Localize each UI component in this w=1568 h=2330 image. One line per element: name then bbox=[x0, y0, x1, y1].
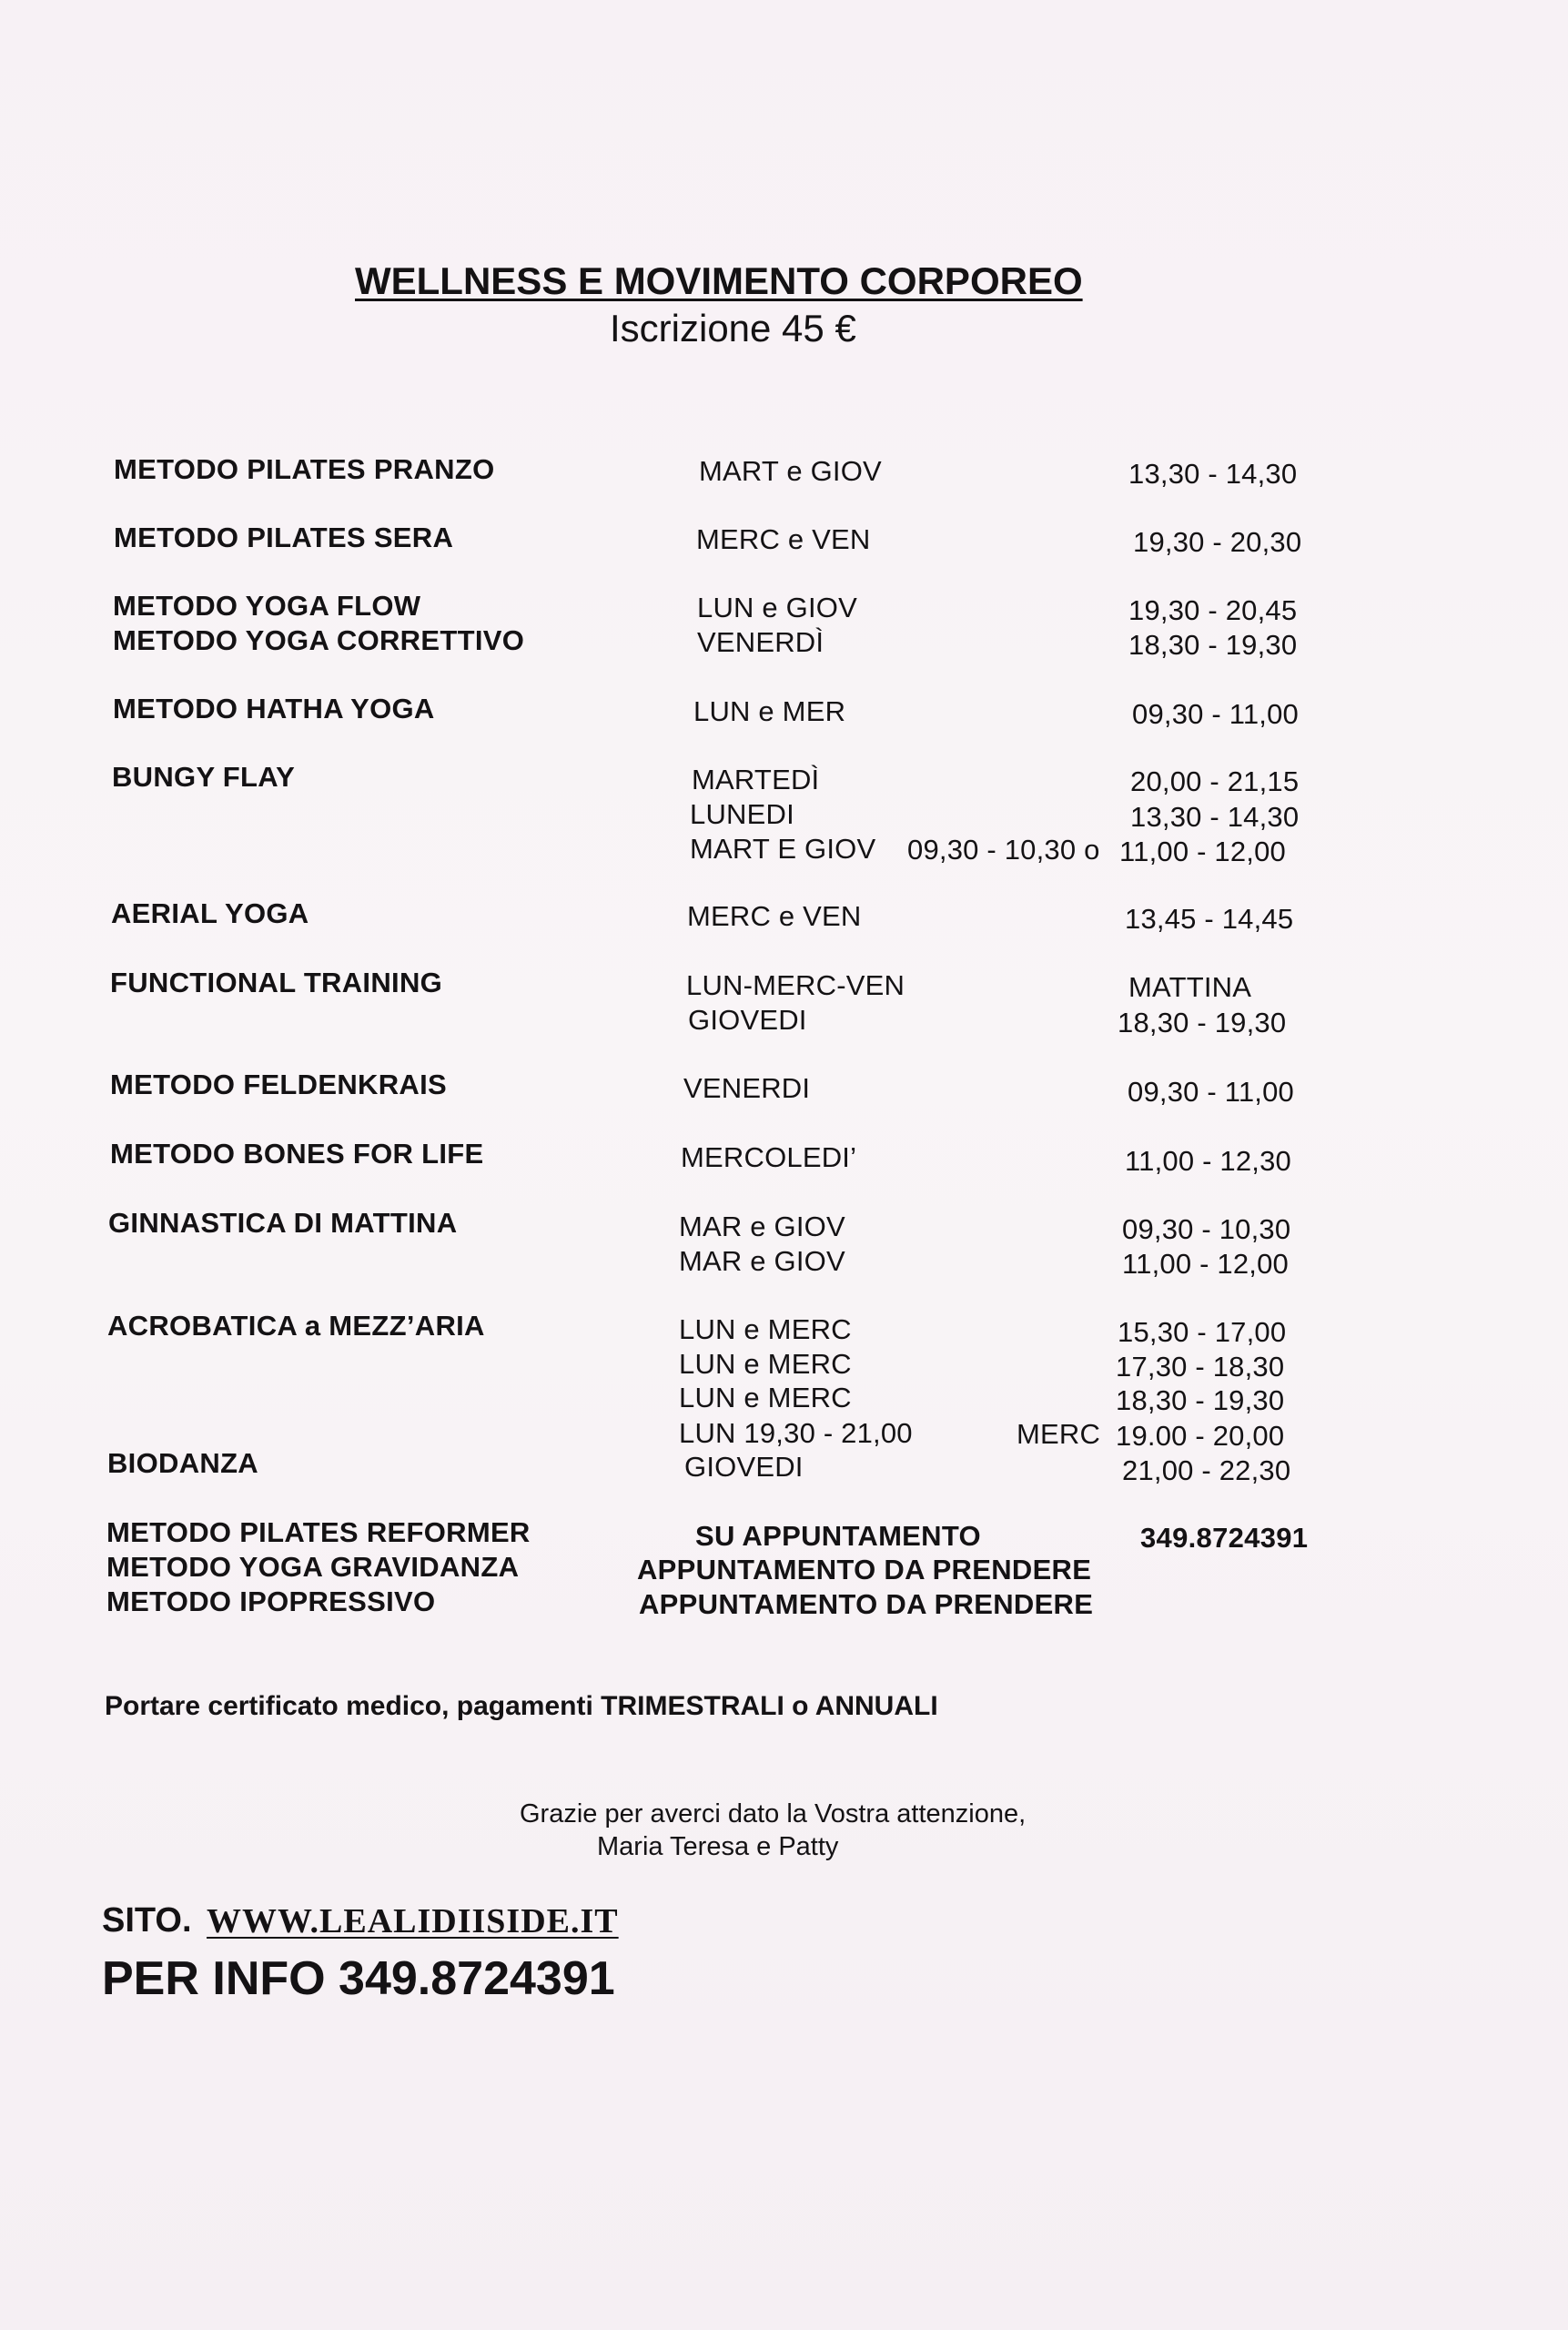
course-days: GIOVEDI bbox=[684, 1451, 804, 1483]
course-name: METODO YOGA CORRETTIVO bbox=[113, 624, 525, 656]
course-name: METODO BONES FOR LIFE bbox=[110, 1138, 484, 1170]
page-title: WELLNESS E MOVIMENTO CORPOREO bbox=[355, 259, 1083, 302]
course-time: 19,30 - 20,45 bbox=[1128, 594, 1298, 626]
course-time: 17,30 - 18,30 bbox=[1116, 1351, 1285, 1383]
course-alt-day: MERC bbox=[1017, 1418, 1101, 1450]
appointment-booking: APPUNTAMENTO DA PRENDERE bbox=[637, 1554, 1092, 1585]
course-days: MERCOLEDI’ bbox=[681, 1141, 857, 1173]
course-time: 21,00 - 22,30 bbox=[1122, 1454, 1291, 1486]
course-alt-time: 09,30 - 10,30 o bbox=[907, 834, 1100, 866]
appointment-phone: 349.8724391 bbox=[1140, 1522, 1309, 1554]
course-days: VENERDÌ bbox=[697, 626, 824, 658]
course-days: VENERDI bbox=[683, 1072, 811, 1104]
course-days: LUN e GIOV bbox=[697, 592, 857, 623]
course-days: LUN e MER bbox=[693, 695, 846, 727]
course-time: 15,30 - 17,00 bbox=[1118, 1316, 1287, 1348]
course-time: 11,00 - 12,00 bbox=[1119, 836, 1286, 867]
thanks-line: Grazie per averci dato la Vostra attenzione, bbox=[520, 1799, 1027, 1829]
course-name: METODO FELDENKRAIS bbox=[110, 1069, 447, 1100]
course-time: 09,30 - 10,30 bbox=[1122, 1213, 1291, 1245]
course-time: 20,00 - 21,15 bbox=[1130, 765, 1300, 797]
course-days: MERC e VEN bbox=[687, 900, 862, 932]
course-days: MAR e GIOV bbox=[679, 1211, 845, 1242]
info-phone: PER INFO 349.8724391 bbox=[102, 1952, 615, 2005]
course-days: MERC e VEN bbox=[696, 523, 871, 555]
course-days: LUN 19,30 - 21,00 bbox=[679, 1417, 913, 1449]
course-time: MATTINA bbox=[1128, 971, 1252, 1003]
course-days: MART e GIOV bbox=[699, 455, 882, 487]
course-name: BUNGY FLAY bbox=[112, 761, 296, 793]
course-name: ACROBATICA a MEZZ’ARIA bbox=[107, 1310, 485, 1342]
website-link[interactable]: WWW.LEALIDIISIDE.IT bbox=[207, 1902, 619, 1940]
appointment-course: METODO YOGA GRAVIDANZA bbox=[106, 1551, 520, 1583]
course-time: 18,30 - 19,30 bbox=[1128, 629, 1298, 661]
course-name: GINNASTICA DI MATTINA bbox=[108, 1207, 458, 1239]
site-label: SITO. bbox=[102, 1901, 192, 1940]
course-time: 18,30 - 19,30 bbox=[1116, 1384, 1285, 1416]
signature-line: Maria Teresa e Patty bbox=[597, 1832, 839, 1861]
course-name: METODO YOGA FLOW bbox=[113, 590, 421, 622]
course-time: 13,45 - 14,45 bbox=[1125, 903, 1294, 935]
course-time: 19,30 - 20,30 bbox=[1133, 526, 1302, 558]
course-time: 13,30 - 14,30 bbox=[1128, 458, 1298, 490]
course-days: LUN e MERC bbox=[679, 1382, 852, 1413]
course-days: MARTEDÌ bbox=[692, 764, 820, 795]
course-time: 18,30 - 19,30 bbox=[1118, 1007, 1287, 1038]
course-time: 09,30 - 11,00 bbox=[1132, 698, 1299, 730]
course-time: 09,30 - 11,00 bbox=[1128, 1076, 1294, 1108]
course-days: LUN e MERC bbox=[679, 1313, 852, 1345]
course-name: METODO PILATES PRANZO bbox=[114, 453, 495, 485]
course-days: MAR e GIOV bbox=[679, 1245, 845, 1277]
course-name: FUNCTIONAL TRAINING bbox=[110, 967, 443, 998]
course-days: GIOVEDI bbox=[688, 1004, 807, 1036]
appointment-booking: APPUNTAMENTO DA PRENDERE bbox=[639, 1588, 1094, 1620]
registration-fee: Iscrizione 45 € bbox=[610, 307, 856, 350]
appointment-course: METODO IPOPRESSIVO bbox=[106, 1585, 436, 1617]
course-days: LUN e MERC bbox=[679, 1348, 852, 1380]
course-time: 11,00 - 12,30 bbox=[1125, 1145, 1291, 1177]
course-time: 11,00 - 12,00 bbox=[1122, 1248, 1289, 1280]
payment-note: Portare certificato medico, pagamenti TRIMESTRALI o ANNUALI bbox=[105, 1691, 938, 1721]
course-name: AERIAL YOGA bbox=[111, 897, 309, 929]
course-days: MART E GIOV bbox=[690, 833, 876, 865]
course-days: LUN-MERC-VEN bbox=[686, 969, 905, 1001]
course-time: 19.00 - 20,00 bbox=[1116, 1420, 1285, 1452]
course-days: LUNEDI bbox=[690, 798, 794, 830]
course-name: BIODANZA bbox=[107, 1447, 258, 1479]
appointment-booking: SU APPUNTAMENTO bbox=[695, 1520, 981, 1552]
course-name: METODO HATHA YOGA bbox=[113, 693, 435, 724]
course-time: 13,30 - 14,30 bbox=[1130, 801, 1300, 833]
course-name: METODO PILATES SERA bbox=[114, 522, 454, 553]
appointment-course: METODO PILATES REFORMER bbox=[106, 1516, 531, 1548]
